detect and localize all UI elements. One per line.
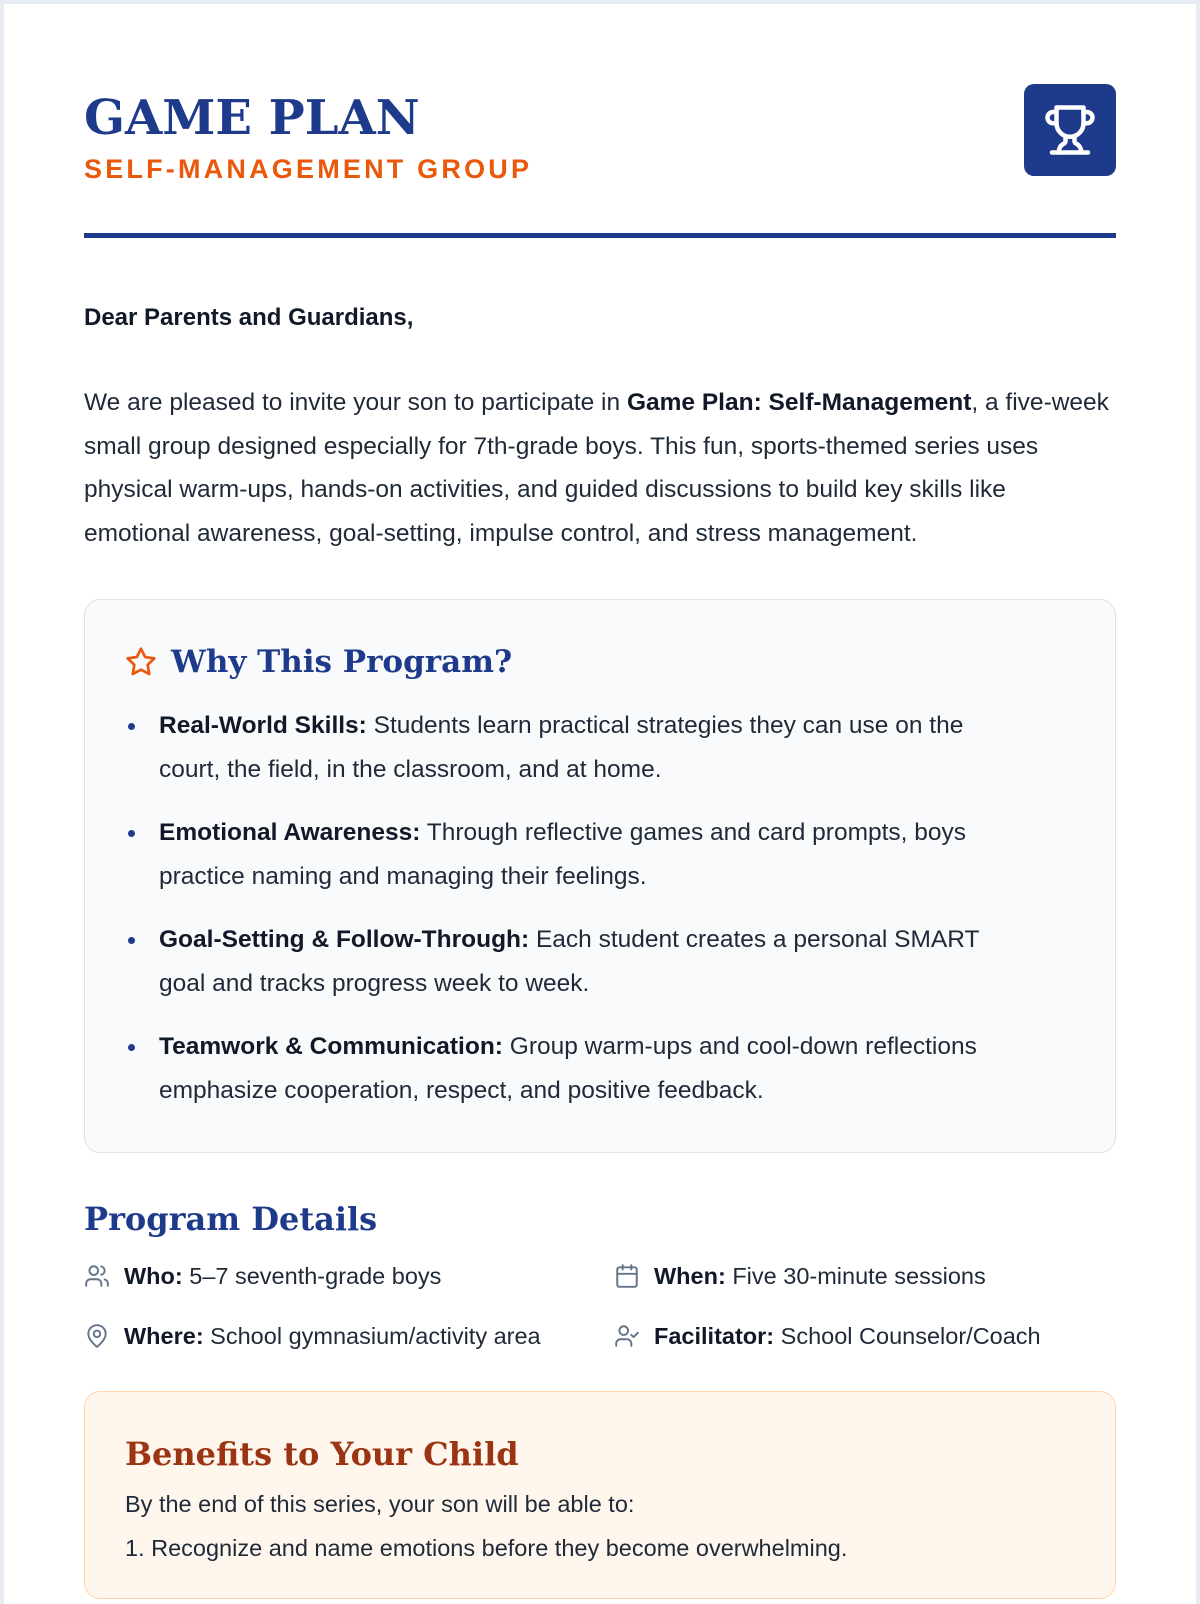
map-pin-icon — [84, 1323, 110, 1349]
list-item-label: Emotional Awareness: — [159, 819, 421, 846]
benefits-panel — [84, 1391, 1116, 1599]
list-item — [125, 1025, 1075, 1112]
program-details-grid — [84, 1255, 1116, 1357]
trophy-icon — [1043, 103, 1097, 157]
intro-text-start: We are pleased to invite your son to participate in — [84, 389, 627, 416]
detail-value: School gymnasium/activity area — [203, 1323, 541, 1349]
why-program-panel — [84, 599, 1116, 1153]
detail-label: Who: — [124, 1263, 183, 1289]
letter-greeting: Dear Parents and Guardians, — [84, 304, 414, 331]
detail-text — [124, 1315, 541, 1357]
list-item-text: Students learn practical strategies they can use on the court, the field, in the classroom, and at home. — [159, 712, 964, 783]
letter-intro — [84, 381, 1116, 555]
list-item: 1. Recognize and name emotions before they become overwhelming. — [125, 1535, 848, 1561]
why-program-title: Why This Program? — [171, 644, 513, 680]
intro-text-end: , a five-week small group designed especially for 7th-grade boys. This fun, sports-themed series uses physical warm-ups, hands-on activities, and guided discussions to build key skills like emotional awareness, goal-setting, impulse control, and stress management. — [84, 389, 1109, 547]
detail-who — [84, 1255, 614, 1297]
list-item — [125, 704, 1075, 791]
detail-label: Facilitator: — [654, 1323, 775, 1349]
calendar-icon — [614, 1263, 640, 1289]
detail-when — [614, 1255, 1114, 1297]
why-program-header — [125, 642, 1075, 682]
user-check-icon — [614, 1323, 640, 1349]
page-title: GAME PLAN — [84, 90, 420, 146]
detail-value: Five 30-minute sessions — [725, 1263, 986, 1289]
benefits-intro: By the end of this series, your son will be able to: — [125, 1491, 635, 1517]
star-icon — [125, 646, 157, 678]
detail-text — [124, 1255, 441, 1297]
page-header — [84, 4, 1116, 238]
program-details-title: Program Details — [84, 1200, 378, 1238]
detail-facilitator — [614, 1315, 1114, 1357]
detail-where — [84, 1315, 614, 1357]
detail-value: School Counselor/Coach — [774, 1323, 1041, 1349]
list-item-text: Through reflective games and card prompts, boys practice naming and managing their feelings. — [159, 819, 967, 890]
why-program-list — [125, 704, 1075, 1112]
document-page — [4, 4, 1196, 1604]
list-item-label: Goal-Setting & Follow-Through: — [159, 926, 530, 953]
program-name: Game Plan: Self-Management — [626, 389, 972, 416]
list-item-label: Real-World Skills: — [159, 712, 367, 739]
page-subtitle: SELF-MANAGEMENT GROUP — [84, 154, 533, 184]
users-icon — [84, 1263, 110, 1289]
benefits-title: Benefits to Your Child — [125, 1435, 519, 1473]
list-item-text: Group warm-ups and cool-down reflections emphasize cooperation, respect, and positive feedback. — [159, 1033, 977, 1104]
list-item-label: Teamwork & Communication: — [159, 1033, 503, 1060]
detail-label: Where: — [124, 1323, 204, 1349]
benefits-list — [125, 1528, 1075, 1568]
detail-text — [654, 1315, 1041, 1357]
list-item-text: Each student creates a personal SMART goal and tracks progress week to week. — [159, 926, 980, 997]
list-item — [125, 811, 1075, 898]
detail-value: 5–7 seventh-grade boys — [182, 1263, 442, 1289]
list-item — [125, 918, 1075, 1005]
logo-badge — [1024, 84, 1116, 176]
detail-text — [654, 1255, 986, 1297]
detail-label: When: — [654, 1263, 726, 1289]
